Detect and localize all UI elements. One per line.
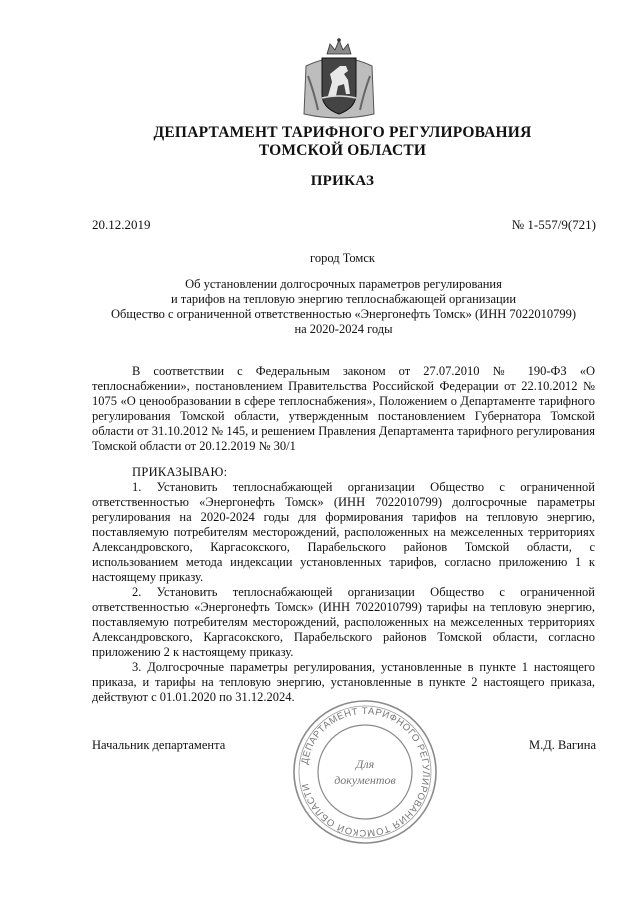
subject-line: Об установлении долгосрочных параметров регулирования: [185, 277, 502, 291]
document-subject: [92, 277, 595, 337]
stamp-center-line1: Для: [355, 757, 375, 771]
preamble-paragraph: В соответствии с Федеральным законом от 27.07.2010 № 190-ФЗ «О теплоснабжении», постановлением Правительства Российской Федерации от 22.10.2012 № 1075 «О ценообразовании в сфере теплоснабжения», Положением о Департаменте тарифного регулирования Томской области, утвержденным постановлением Губернатора Томской области от 31.10.2012 № 145, и решением Правления Департамента тарифного регулирования Томской области от 20.12.2019 № 30/1: [92, 364, 595, 453]
preamble-block: [92, 364, 595, 454]
order-item: 2. Установить теплоснабжающей организации Общество с ограниченной ответственностью «Энергонефть Томск» (ИНН 7022010799) тарифы на тепловую энергию, поставляемую потребителям месторождений, расположенных на межселенных территориях Александровского, Каргасокского, Парабельского районов Томской области, согласно приложению 2 к настоящему приказу.: [92, 585, 595, 659]
coat-of-arms-icon: [300, 36, 378, 122]
document-type-title: ПРИКАЗ: [310, 173, 375, 189]
stamp-center-line2: документов: [334, 773, 396, 787]
department-title-line1: ДЕПАРТАМЕНТ ТАРИФНОГО РЕГУЛИРОВАНИЯ: [153, 124, 532, 141]
department-title-line2: ТОМСКОЙ ОБЛАСТИ: [258, 142, 427, 159]
order-item: 1. Установить теплоснабжающей организации Общество с ограниченной ответственностью «Энергонефть Томск» (ИНН 7022010799) долгосрочные параметры регулирования на 2020-2024 годы для формирования тарифов на тепловую энергию, поставляемую потребителям месторождений, расположенных на межселенных территориях Александровского, Каргасокского, Парабельского районов Томской области, с использованием метода индексации установленных тарифов, согласно приложению 1 к настоящему приказу.: [92, 480, 595, 584]
official-stamp: [291, 698, 439, 846]
document-number: № 1-557/9(721): [511, 217, 596, 232]
signatory-role: Начальник департамента: [92, 738, 226, 752]
document-city: город Томск: [310, 251, 375, 265]
order-item: 3. Долгосрочные параметры регулирования, установленные в пункте 1 настоящего приказа, и тарифы на тепловую энергию, установленные в пункте 2 настоящего приказа, действуют с 01.01.2020 по 31.12.2024.: [92, 660, 595, 704]
subject-line: на 2020-2024 годы: [294, 322, 393, 336]
document-date: 20.12.2019: [92, 217, 151, 232]
subject-line: Общество с ограниченной ответственностью «Энергонефть Томск» (ИНН 7022010799): [110, 307, 577, 321]
order-items: [92, 480, 595, 705]
stamp-ring-text: ДЕПАРТАМЕНТ ТАРИФНОГО РЕГУЛИРОВАНИЯ ТОМСКОЙ ОБЛАСТИ: [299, 705, 432, 839]
signatory-name: М.Д. Вагина: [529, 738, 596, 752]
subject-line: и тарифов на тепловую энергию теплоснабжающей организации: [170, 292, 517, 306]
decree-word: ПРИКАЗЫВАЮ:: [132, 465, 228, 479]
